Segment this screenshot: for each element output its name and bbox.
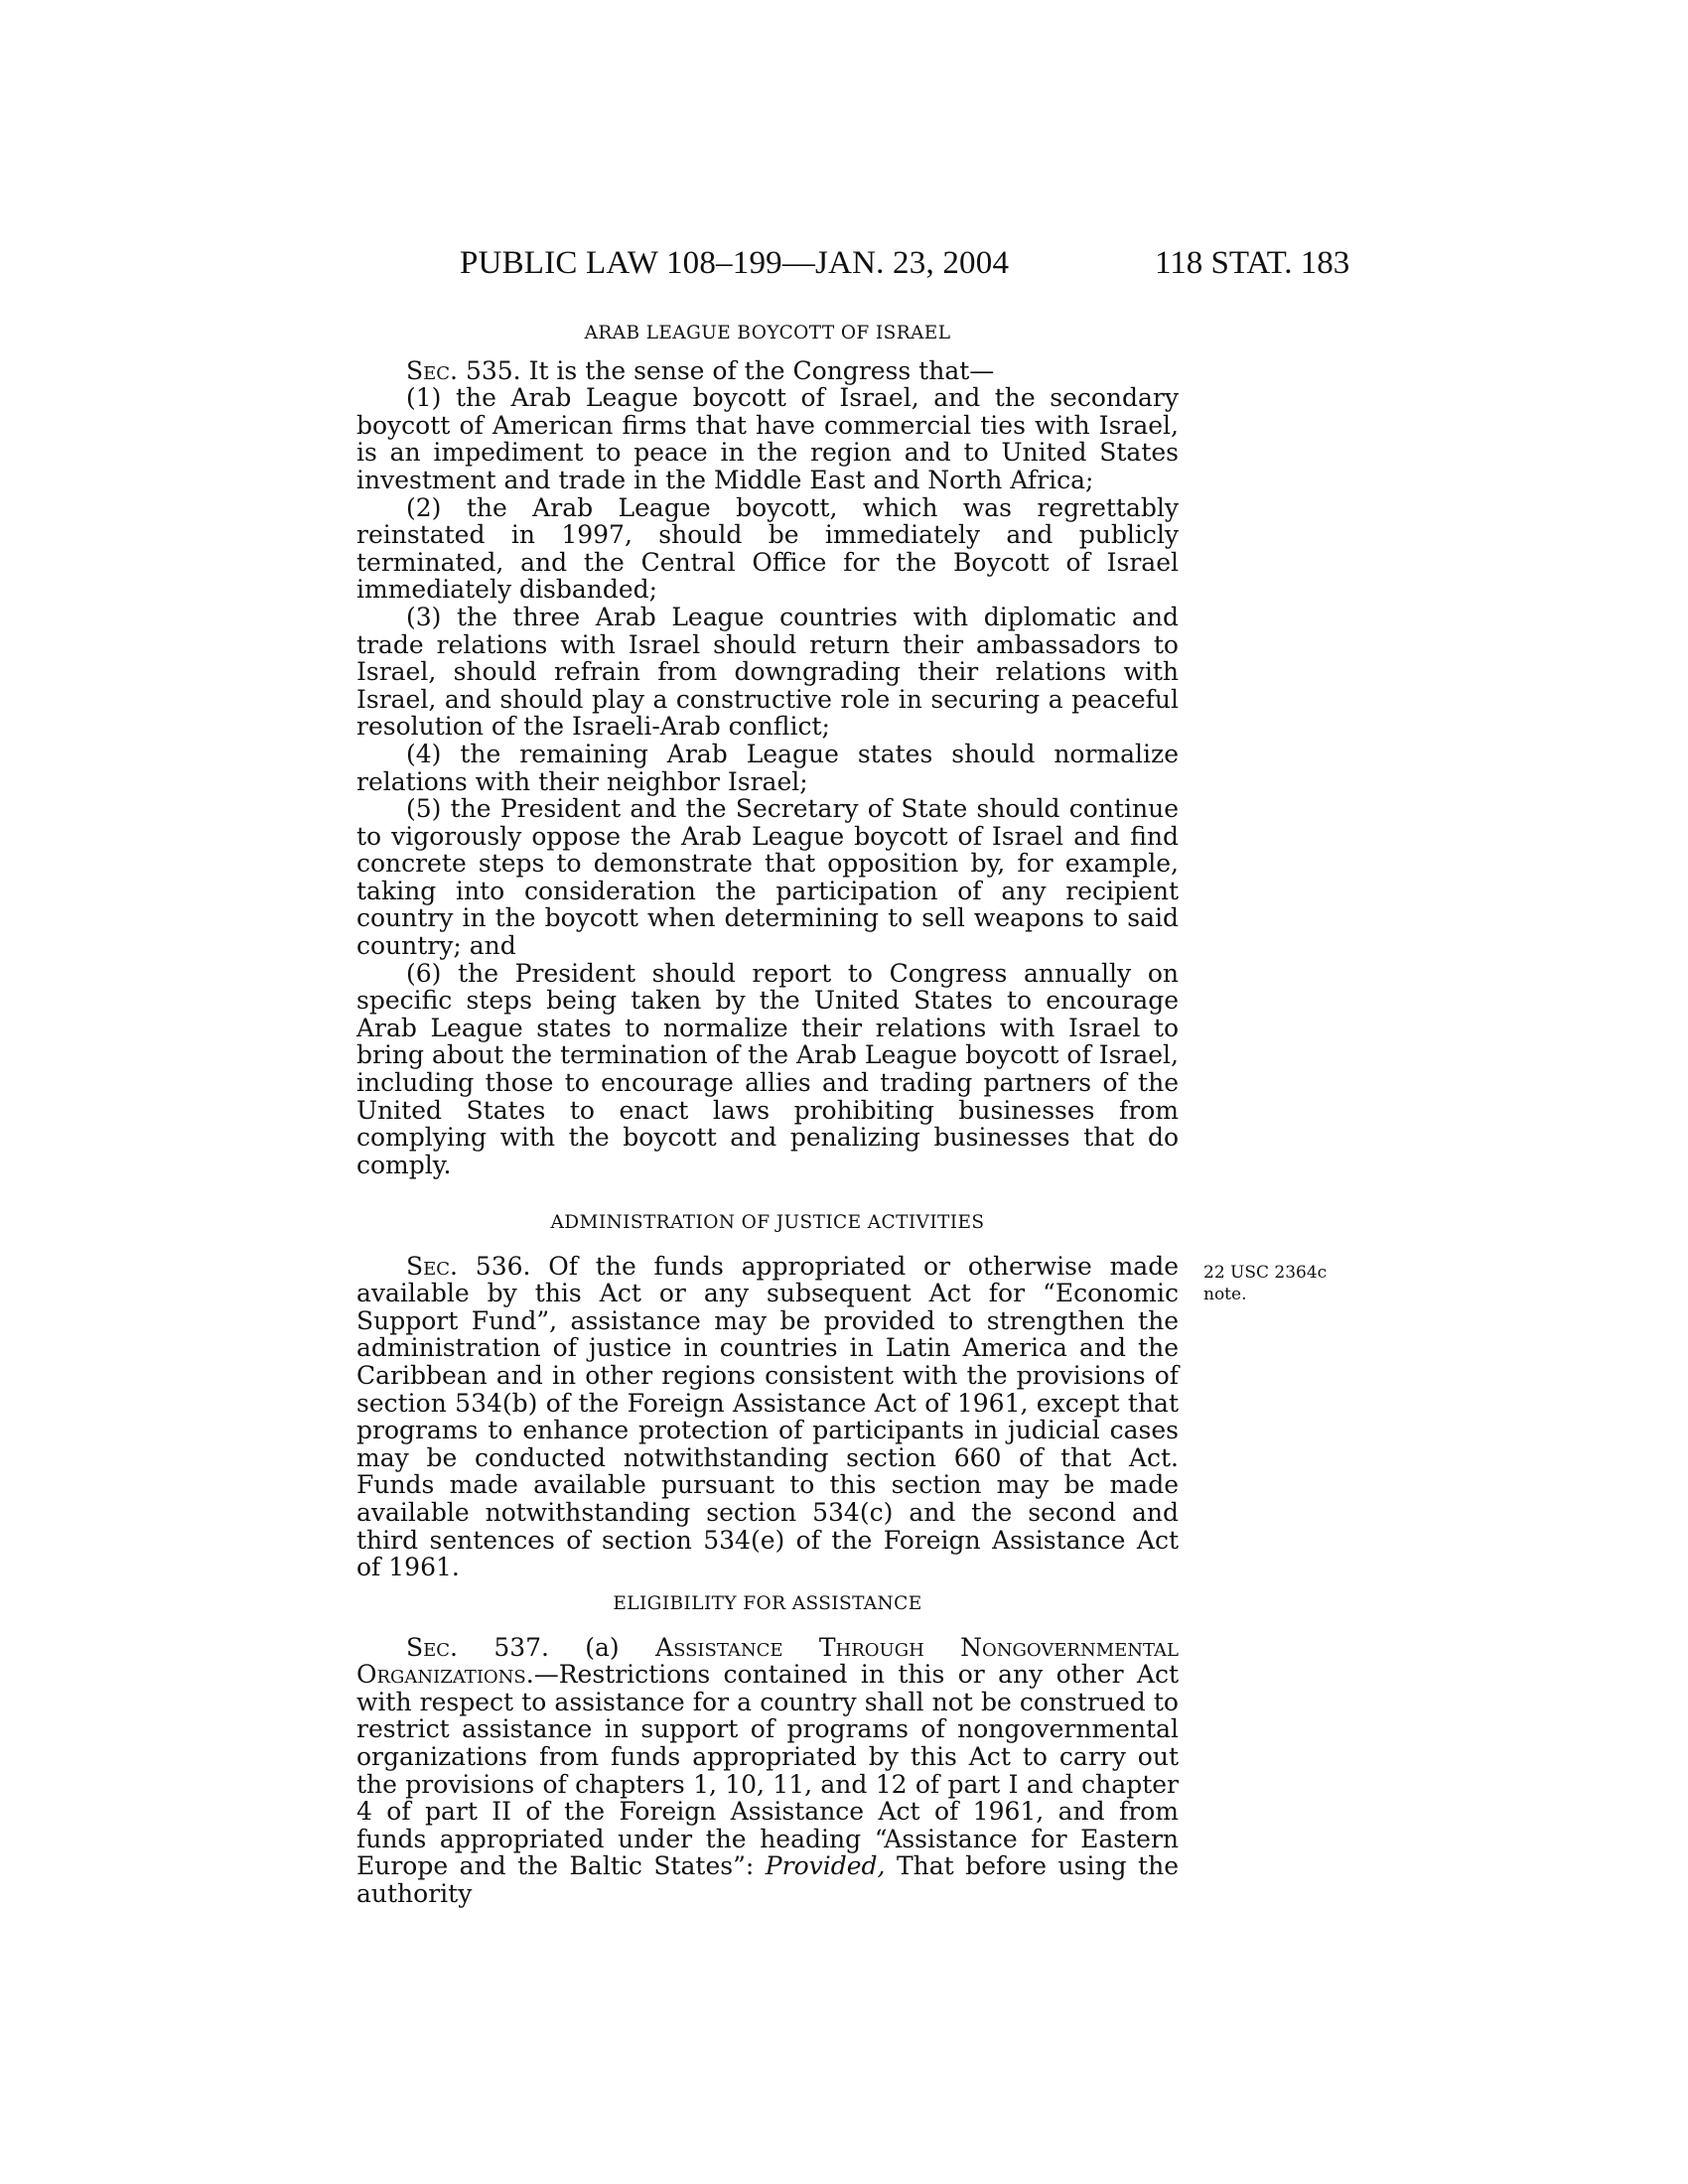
sec537-body: —Restrictions contained in this or any other Act with respect to assistance for a country shall not be construed to restrict assistance in support of programs of nongovernmental organizations from funds appropriated by this Act to carry out the provisions of chapters 1, 10, 11, and 12 of part I and chapter 4 of part II of the Foreign Assistance Act of 1961, and from funds appropriated under the heading “Assistance for Eastern Europe and the Baltic States”: [356, 1660, 1179, 1881]
sec535-block [356, 320, 1179, 1178]
running-header-law: PUBLIC LAW 108–199—JAN. 23, 2004 [460, 245, 1010, 281]
sec537-subhead: Assistance Through Nongovernmental Organizations. [356, 1632, 1180, 1690]
sec537-tail: That before using the authority [356, 1851, 1179, 1908]
margin-note-citation: 22 USC 2364c [1203, 1263, 1328, 1283]
sec536-block [356, 1209, 1179, 1581]
sec535-item-1: (1) the Arab League boycott of Israel, and the secondary boycott of American firms that have commercial ties with Israel, is an impediment to peace in the region and to United States investment and trade in the Middle East and North Africa; [356, 383, 1179, 494]
sec535-item-6: (6) the President should report to Congress annually on specific steps being taken by the United States to encourage Arab League states to normalize their relations with Israel to bring about the termination of the Arab League boycott of Israel, including those to encourage allies and trading partners of the United States to enact laws prohibiting businesses from complying with the boycott and penalizing businesses that do comply. [356, 958, 1179, 1179]
sec535-item-4: (4) the remaining Arab League states should normalize relations with their neighbor Israel; [356, 739, 1179, 796]
margin-note-suffix: note. [1203, 1285, 1247, 1304]
sec535-item-5: (5) the President and the Secretary of State should continue to vigorously oppose the Arab League boycott of Israel and find concrete steps to demonstrate that opposition by, for example, taking into consideration the participation of any recipient country in the boycott when determining to sell weapons to said country; and [356, 794, 1179, 961]
sec535-label: Sec. [406, 355, 458, 385]
sec537-label: Sec. [406, 1632, 458, 1662]
sec537-text [356, 1634, 1179, 1908]
running-header-stat: 118 STAT. 183 [1155, 245, 1350, 281]
sec537-number: 537. (a) [493, 1632, 620, 1662]
sec535-item-2: (2) the Arab League boycott, which was regrettably reinstated in 1997, should be immediately and publicly terminated, and the Central Office for the Boycott of Israel immediately disbanded; [356, 492, 1179, 605]
sec536-body: 536. Of the funds appropriated or otherwise made available by this Act or any subsequent Act for “Economic Support Fund”, assistance may be provided to strengthen the administration of justice in countries in Latin America and the Caribbean and in other regions consistent with the provisions of section 534(b) of the Foreign Assistance Act of 1961, except that programs to enhance protection of participants in judicial cases may be conducted notwithstanding section 660 of that Act. Funds made available pursuant to this section may be made available notwithstanding section 534(c) and the second and third sentences of section 534(e) of the Foreign Assistance Act of 1961. [356, 1251, 1179, 1582]
margin-note [1203, 1262, 1327, 1305]
sec536-text [356, 1253, 1179, 1581]
sec536-heading: ADMINISTRATION OF JUSTICE ACTIVITIES [550, 1212, 985, 1233]
sec535-intro-text: 535. It is the sense of the Congress that— [465, 355, 995, 385]
sec535-item-3: (3) the three Arab League countries with diplomatic and trade relations with Israel should return their ambassadors to Israel, should refrain from downgrading their relations with Israel, and should play a constructive role in securing a peaceful resolution of the Israeli-Arab conflict; [356, 602, 1179, 742]
sec537-heading: ELIGIBILITY FOR ASSISTANCE [613, 1593, 922, 1614]
sec535-intro [356, 357, 1179, 385]
sec536-label: Sec. [406, 1251, 458, 1281]
sec535-heading: ARAB LEAGUE BOYCOTT OF ISRAEL [584, 323, 951, 343]
sec537-block [356, 1590, 1179, 1908]
sec537-proviso: Provided, [765, 1851, 886, 1881]
